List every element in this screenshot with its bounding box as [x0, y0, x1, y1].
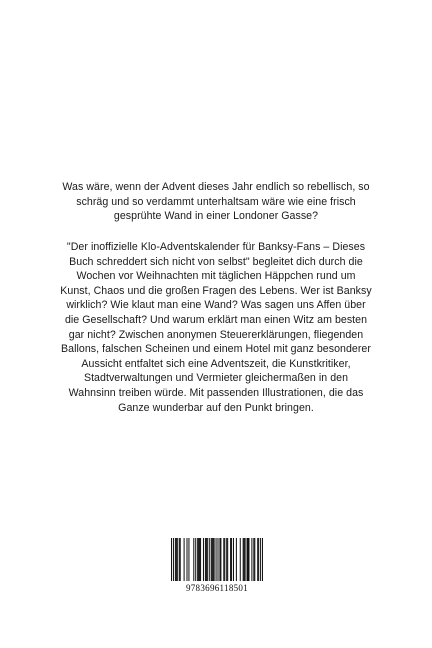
barcode-bar [233, 538, 234, 581]
barcode-bar [257, 538, 258, 581]
barcode-bars [171, 538, 263, 581]
barcode-bar [244, 538, 245, 581]
barcode-bar [245, 538, 246, 581]
barcode-bar [248, 538, 249, 581]
barcode-bar [243, 538, 244, 581]
barcode-bar [230, 538, 231, 581]
barcode [169, 536, 265, 598]
barcode-bar [188, 538, 189, 581]
barcode-bar [212, 538, 213, 581]
isbn-number: 9783696118501 [185, 583, 249, 593]
barcode-bar [248, 538, 249, 581]
barcode-bar [217, 538, 218, 581]
barcode-bar [179, 538, 180, 581]
barcode-bar [213, 538, 214, 581]
barcode-bar [184, 538, 185, 581]
barcode-bar [247, 538, 248, 581]
barcode-bar [216, 538, 217, 581]
barcode-bar [193, 538, 194, 581]
barcode-bar [207, 538, 208, 581]
barcode-bar [176, 538, 177, 581]
blurb-description-paragraph: "Der inoffizielle Klo-Adventskalender für Banksy-Fans – Dieses Buch schreddert sich nicht von selbst" begleitet dich durch die Wochen vor Weihnachten mit täglichen Häppchen rund um Kunst, Chaos und die großen Fragen des Lebens. Wer ist Banksy wirklich? Wie klaut man eine Wand? Was sagen uns Affen über die Gesellschaft? Und warum erklärt man einen Witz am besten gar nicht? Zwischen anonymen Steuererklärungen, fliegenden Ballons, falschen Scheinen und einem Hotel mit ganz besonderer Aussicht entfaltet sich eine Adventszeit, die Kunstkritiker, Stadtverwaltungen und Vermieter gleichermaßen in den Wahnsinn treiben würde. Mit passenden Illustrationen, die das Ganze wunderbar auf den Punkt bringen. [60, 241, 372, 414]
barcode-bar [219, 538, 220, 581]
barcode-bar [253, 538, 254, 581]
barcode-bar [197, 538, 198, 581]
blurb-intro-paragraph: Was wäre, wenn der Advent dieses Jahr endlich so rebellisch, so schräg und so verdammt unterhaltsam wäre wie eine frisch gesprühte Wand in einer Londoner Gasse? [62, 181, 370, 223]
barcode-bar [227, 538, 228, 581]
barcode-bar [231, 538, 232, 581]
barcode-bar [223, 538, 224, 581]
barcode-bar [224, 538, 225, 581]
barcode-bar [209, 538, 210, 581]
barcode-bar [200, 538, 201, 581]
barcode-bar [214, 538, 215, 581]
barcode-bar [262, 538, 263, 581]
barcode-bar [198, 538, 199, 581]
barcode-bar [177, 538, 178, 581]
barcode-bar [251, 538, 252, 581]
barcode-bar [220, 538, 221, 581]
barcode-bar [260, 538, 261, 581]
barcode-bar [186, 538, 187, 581]
barcode-bar [254, 538, 255, 581]
barcode-bar [175, 538, 176, 581]
barcode-bar [226, 538, 227, 581]
barcode-bar [211, 538, 212, 581]
barcode-bar [180, 538, 181, 581]
barcode-bar [206, 538, 207, 581]
barcode-bar [236, 538, 237, 581]
barcode-bar [173, 538, 174, 581]
barcode-bar [195, 538, 196, 581]
barcode-bar [205, 538, 206, 581]
barcode-bar [203, 538, 204, 581]
barcode-bar [171, 538, 172, 581]
barcode-bar [199, 538, 200, 581]
barcode-bar [240, 538, 241, 581]
barcode-bar [258, 538, 259, 581]
